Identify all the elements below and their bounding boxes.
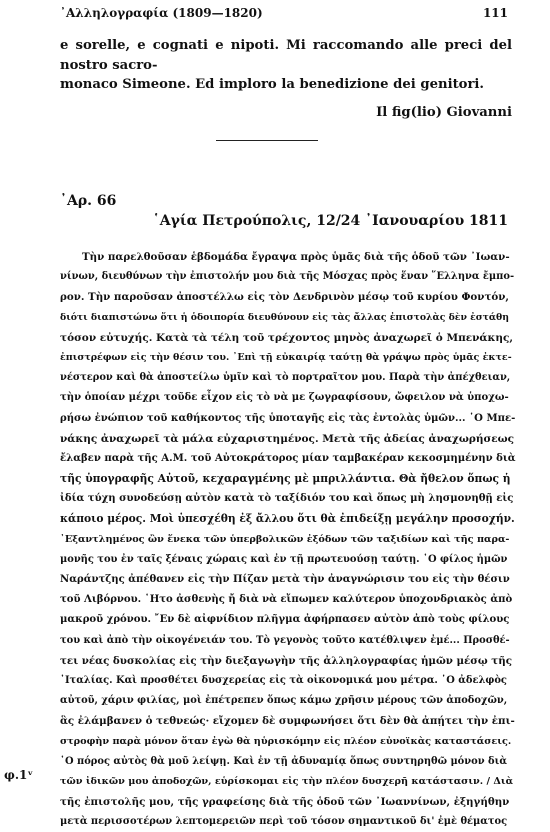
text-line: e sorelle, e cognati e nipoti. Mi raccomando alle preci del nostro sacro- bbox=[60, 38, 512, 73]
text-line: κάποιο μέρος. Μοὶ ὑπεσχέθη ἐξ ἄλλου ὅτι θὰ ἐπιδείξῃ μεγάλην προσοχήν. bbox=[60, 512, 515, 526]
previous-letter-ending bbox=[60, 36, 512, 122]
text-line: στροφὴν παρὰ μόνον ὅταν ἐγὼ θὰ ηὑρισκόμην εἰς πλέον εὐνοϊκὰς καταστάσεις. bbox=[60, 735, 512, 747]
text-line: ἰδία τύχη συνοδεύσῃ αὐτὸν κατὰ τὸ ταξίδιόν του καὶ ὅπως μὴ λησμονηθῇ εἰς bbox=[60, 493, 514, 505]
text-line: τόσον εὐτυχής. Κατὰ τὰ τέλη τοῦ τρέχοντος μηνὸς ἀναχωρεῖ ὁ Μπενάκης, bbox=[60, 331, 514, 344]
text-line: του καὶ ἀπὸ τὴν οἰκογένειάν του. Τὸ γεγονὸς τοῦτο κατέθλιψεν ἐμέ... Προσθέ- bbox=[60, 634, 510, 646]
text-line: νίνων, διευθύνων τὴν ἐπιστολήν μου διὰ τῆς Μόσχας πρὸς ἕναν ῞Ελληνα ἔμπο- bbox=[60, 271, 515, 283]
text-line: τὴν ὁποίαν μέχρι τοῦδε εἶχον εἰς τὸ νὰ με ζωγραφίσουν, ὤφειλον νὰ ὑποχω- bbox=[60, 392, 509, 404]
text-line: ᾿Εξαντλημένος ὢν ἕνεκα τῶν ὑπερβολικῶν ἐξόδων τῶν ταξιδίων καὶ τῆς παρα- bbox=[60, 533, 510, 545]
signature: Il fig(lio) Giovanni bbox=[376, 104, 512, 120]
text-line: ἃς ἐλάμβανεν ὁ τεθνεώς· εἴχομεν δὲ συμφωνήσει ὅτι δὲν θὰ ἀπῄτει τὴν ἐπι- bbox=[60, 715, 515, 728]
running-header bbox=[60, 6, 508, 22]
text-line: τῆς ἐπιστολῆς μου, τῆς γραφείσης διὰ τῆς ὁδοῦ τῶν ᾿Ιωαννίνων, ἐξηγήθην bbox=[60, 796, 510, 809]
dateline: ῾Αγία Πετρούπολις, 12/24 ᾿Ιανουαρίου 1811 bbox=[152, 213, 508, 229]
text-line: ἐπιστρέφων εἰς τὴν θέσιν του. ᾿Επὶ τῇ εὐκαιρίᾳ ταύτῃ θὰ γράψω πρὸς ὑμᾶς ἐκτε- bbox=[60, 351, 512, 363]
text-line: μονῆς του ἐν ταῖς ξέναις χώραις καὶ ἐν τῇ πρωτευούσῃ ταύτῃ. ῾Ο φίλος ἡμῶν bbox=[60, 553, 508, 565]
text-line: ἔλαβεν παρὰ τῆς Α.Μ. τοῦ Αὐτοκράτορος μίαν ταμβακέραν κεκοσμημένην διὰ bbox=[60, 452, 516, 464]
text-line: μετὰ περισσοτέρων λεπτομερειῶν περὶ τοῦ τόσον σημαντικοῦ δι' ἐμὲ θέματος bbox=[60, 816, 508, 828]
text-line: νέστερον καὶ θὰ ἀποστείλω ὑμῖν καὶ τὸ πορτραῖτον μου. Παρὰ τὴν ἀπέχθειαν, bbox=[60, 372, 511, 384]
text-line: μακροῦ χρόνου. ῎Εν δὲ αἰφνίδιον πλῆγμα ἀφήρπασεν αὐτὸν ἀπὸ τοὺς φίλους bbox=[60, 614, 510, 626]
folio-margin-note: φ.1ᵛ bbox=[4, 768, 34, 782]
letter-number: ᾿Αρ. 66 bbox=[60, 193, 117, 209]
text-line: monaco Simeone. Ed imploro la benedizione dei genitori. bbox=[60, 77, 485, 92]
text-line: τοῦ Λιβόρνου. ῾Ητο ἀσθενὴς ἤ διὰ νὰ εἴπωμεν καλύτερον ὑποχονδριακὸς ἀπὸ bbox=[60, 594, 513, 606]
text-line: Ναράντζης ἀπέθανεν εἰς τὴν Πίζαν μετὰ τὴν ἀναγνώρισιν του εἰς τὴν θέσιν bbox=[60, 574, 510, 585]
text-line: αὐτοῦ, χάριν φιλίας, μοὶ ἐπέτρεπεν ὅπως κάμω χρῆσιν μέρους τῶν ἀποδοχῶν, bbox=[60, 695, 508, 707]
text-line: διότι διαπιστώνω ὅτι ἡ ὁδοιπορία διευθύνουν εἰς τὰς ἄλλας ἐπιστολὰς δὲν ἐστάθη bbox=[60, 311, 510, 323]
text-line: ῾Ο πόρος αὐτὸς θὰ μοῦ λείψῃ. Καὶ ἐν τῇ ἀδυναμίᾳ ὅπως συντηρηθῶ μόνον διὰ bbox=[60, 755, 507, 767]
text-line: ρον. Τὴν παροῦσαν ἀποστέλλω εἰς τὸν Δενδρινὸν μέσῳ τοῦ κυρίου Φοντόν, bbox=[60, 291, 509, 304]
running-title: ᾿Αλληλογραφία (1809—1820) bbox=[60, 6, 263, 20]
text-line: τῶν ἰδικῶν μου ἀποδοχῶν, εὑρίσκομαι εἰς τὴν πλέον δυσχερῆ κατάστασιν. / Διὰ bbox=[60, 775, 514, 787]
section-divider bbox=[216, 140, 318, 141]
letter-body bbox=[60, 247, 516, 832]
text-line: τῆς ὑπογραφῆς Αὐτοῦ, κεχαραγμένης μὲ μπριλλάντια. Θὰ ἤθελον ὅπως ἡ bbox=[60, 472, 511, 486]
page-number: 111 bbox=[482, 6, 508, 20]
text-line: Τὴν παρελθοῦσαν ἑβδομάδα ἔγραψα πρὸς ὑμᾶς διὰ τῆς ὁδοῦ τῶν ᾿Ιωαν- bbox=[82, 251, 510, 263]
text-line: νάκης ἀναχωρεῖ τὰ μάλα εὐχαριστημένος. Μετὰ τῆς ἀδείας ἀναχωρήσεως bbox=[60, 432, 514, 445]
text-line: ρήσω ἐνώπιον τοῦ καθήκοντος τῆς ὑποταγῆς εἰς τὰς ἐντολὰς ὑμῶν... ῾Ο Μπε- bbox=[60, 412, 516, 424]
text-line: ᾿Ιταλίας. Καὶ προσθέτει δυσχερείας εἰς τὰ οἰκονομικά μου μέτρα. ῾Ο ἀδελφὸς bbox=[60, 674, 507, 686]
text-line: τει νέας δυσκολίας εἰς τὴν διεξαγωγὴν τῆς ἀλληλογραφίας ἡμῶν μέσῳ τῆς bbox=[60, 654, 512, 667]
